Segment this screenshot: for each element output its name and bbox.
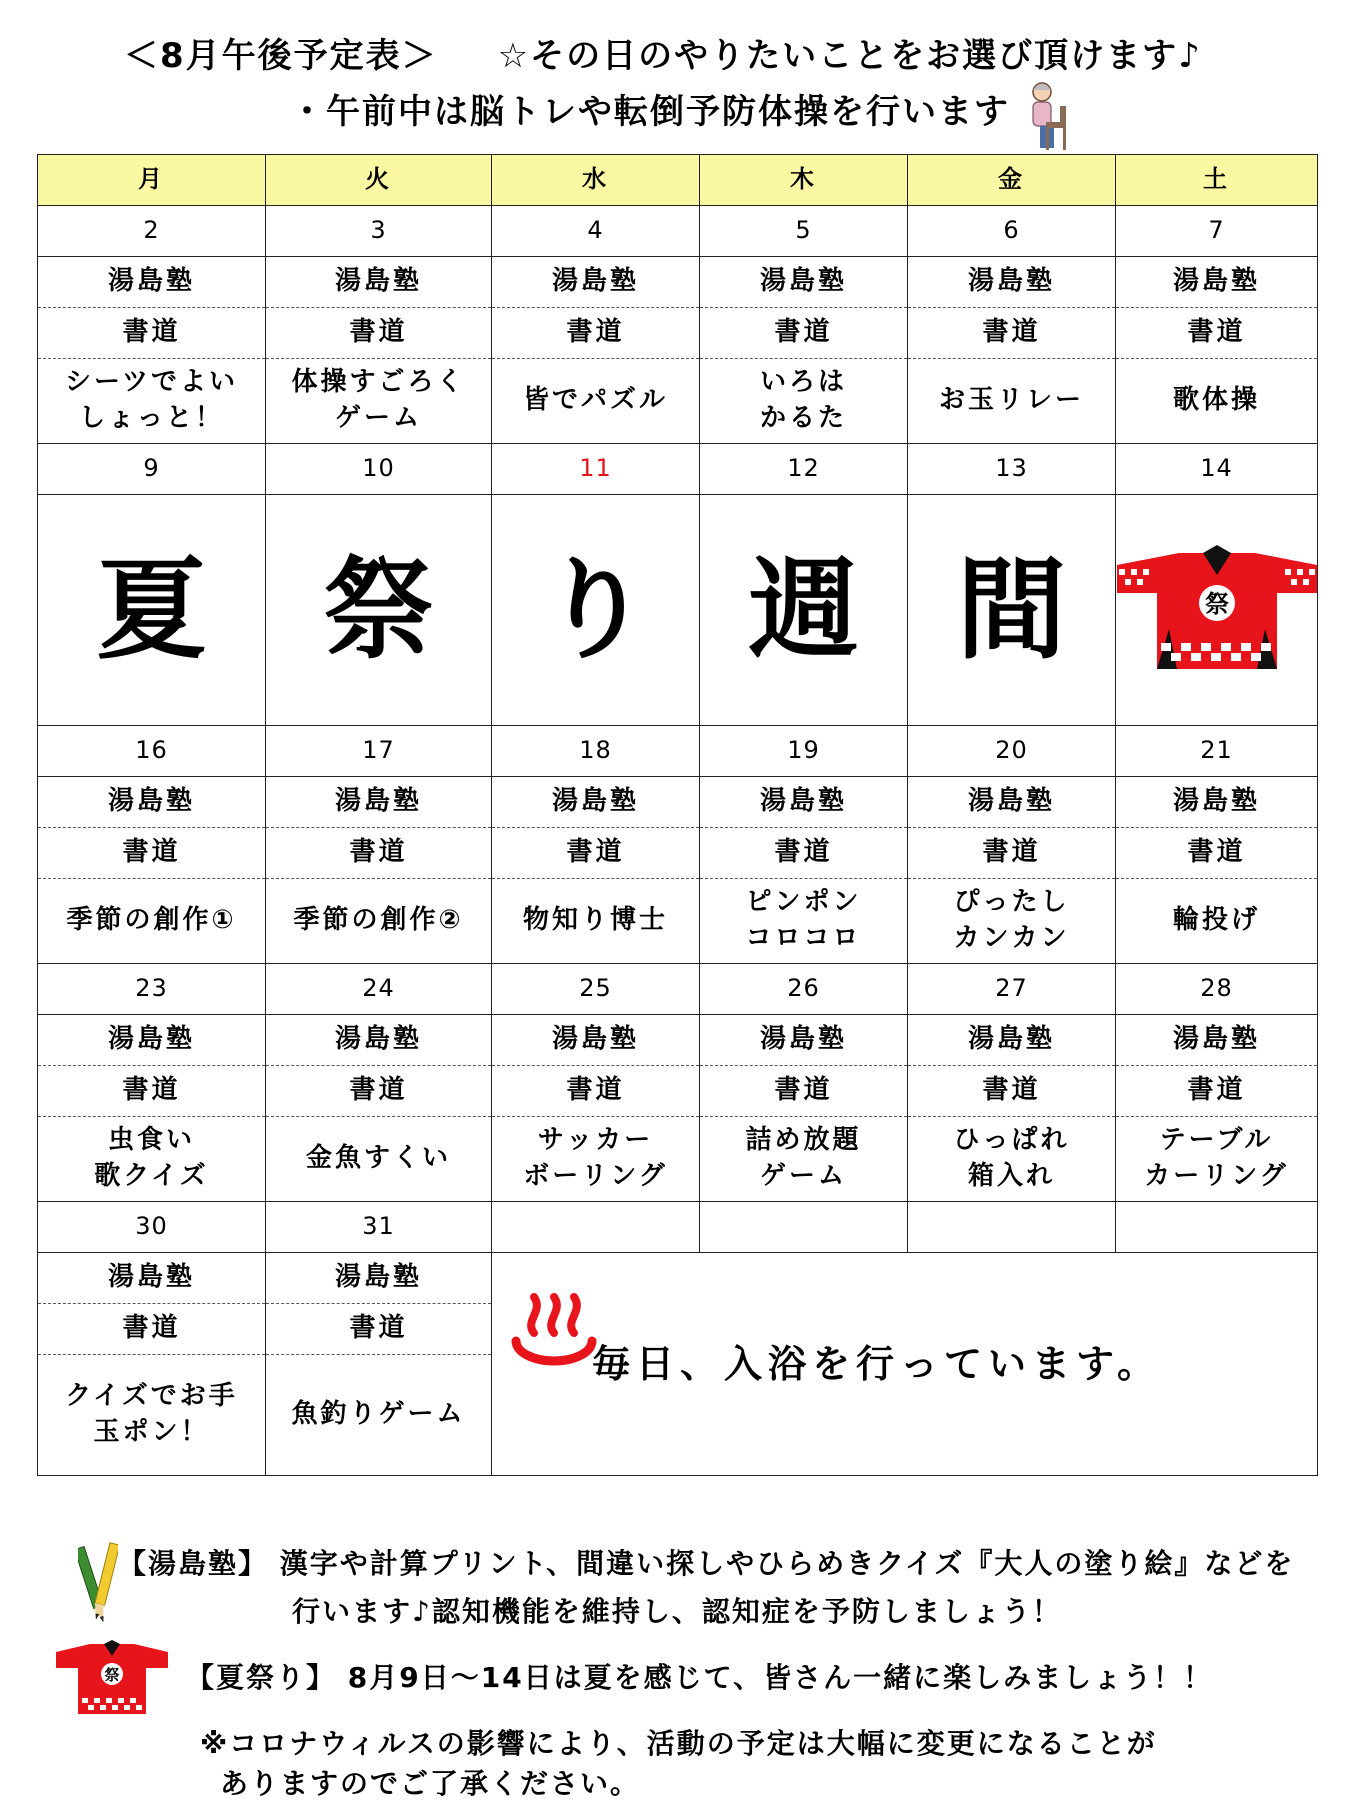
festival-happi-coat-icon	[56, 1640, 168, 1716]
juku-note-line-2: 行います♪認知機能を維持し、認知症を予防しましょう！	[292, 1595, 1062, 1628]
date-cell: 19	[700, 726, 908, 777]
shodo-cell: 書道	[38, 308, 266, 359]
activity-line: 季節の創作①	[66, 905, 237, 936]
activity-cell	[38, 1355, 266, 1476]
activity-line: サッカー	[537, 1125, 654, 1156]
festival-char: 夏	[38, 495, 266, 726]
date-cell: 9	[38, 444, 266, 495]
festival-char: り	[492, 495, 700, 726]
date-cell: 28	[1116, 964, 1318, 1015]
week4-date-row	[38, 964, 1318, 1015]
shodo-cell: 書道	[908, 1066, 1116, 1117]
juku-cell: 湯島塾	[700, 777, 908, 828]
activity-cell	[266, 359, 492, 444]
activity-cell	[492, 359, 700, 444]
activity-cell	[700, 1117, 908, 1202]
juku-cell: 湯島塾	[266, 1253, 492, 1304]
date-cell: 7	[1116, 206, 1318, 257]
shodo-cell: 書道	[908, 828, 1116, 879]
bath-message: 毎日、入浴を行っています。	[592, 1341, 1161, 1386]
juku-cell: 湯島塾	[700, 1015, 908, 1066]
festival-char: 祭	[266, 495, 492, 726]
date-cell: 16	[38, 726, 266, 777]
shodo-cell: 書道	[700, 308, 908, 359]
activity-line: いろは	[759, 367, 847, 398]
shodo-cell: 書道	[266, 1066, 492, 1117]
activity-line: ひっぱれ	[953, 1125, 1070, 1156]
happi-cell	[1116, 495, 1318, 726]
schedule-calendar	[37, 154, 1318, 1476]
week3-juku-row	[38, 777, 1318, 828]
activity-line: 玉ポン！	[93, 1417, 210, 1447]
juku-cell: 湯島塾	[908, 1015, 1116, 1066]
seated-exercise-person-icon	[1016, 80, 1072, 152]
empty-date-cell	[1116, 1202, 1318, 1253]
empty-date-cell	[492, 1202, 700, 1253]
juku-cell: 湯島塾	[266, 777, 492, 828]
date-cell: 24	[266, 964, 492, 1015]
morning-note: ・午前中は脳トレや転倒予防体操を行います	[290, 92, 1010, 132]
activity-cell	[266, 879, 492, 964]
date-cell: 13	[908, 444, 1116, 495]
week5-juku-row	[38, 1253, 1318, 1304]
date-cell: 26	[700, 964, 908, 1015]
weekday-tue: 火	[266, 155, 492, 206]
date-cell: 27	[908, 964, 1116, 1015]
activity-line: カンカン	[953, 923, 1070, 953]
activity-line: 詰め放題	[745, 1125, 862, 1156]
activity-cell	[1116, 359, 1318, 444]
hot-spring-icon	[504, 1289, 604, 1369]
week1-shodo-row	[38, 308, 1318, 359]
juku-cell: 湯島塾	[266, 1015, 492, 1066]
weekday-wed: 水	[492, 155, 700, 206]
shodo-cell: 書道	[700, 1066, 908, 1117]
activity-cell	[700, 359, 908, 444]
date-cell: 10	[266, 444, 492, 495]
bath-notice-cell	[492, 1253, 1318, 1476]
date-cell: 2	[38, 206, 266, 257]
weekday-sat: 土	[1116, 155, 1318, 206]
activity-line: カーリング	[1144, 1161, 1289, 1191]
activity-line: お玉リレー	[938, 385, 1084, 416]
festival-char: 間	[908, 495, 1116, 726]
date-cell: 14	[1116, 444, 1318, 495]
activity-line: テーブル	[1159, 1125, 1274, 1156]
activity-line: 虫食い	[107, 1125, 195, 1156]
week4-activity-row	[38, 1117, 1318, 1202]
activity-cell	[492, 879, 700, 964]
juku-cell: 湯島塾	[492, 1015, 700, 1066]
activity-line: コロコロ	[745, 923, 862, 953]
holiday-date-cell: 11	[492, 444, 700, 495]
schedule-subtitle: ☆その日のやりたいことをお選び頂けます♪	[497, 36, 1202, 76]
juku-cell: 湯島塾	[1116, 1015, 1318, 1066]
week1-date-row	[38, 206, 1318, 257]
juku-cell: 湯島塾	[492, 257, 700, 308]
shodo-cell: 書道	[1116, 1066, 1318, 1117]
juku-cell: 湯島塾	[38, 777, 266, 828]
activity-line: しょっと！	[78, 403, 224, 433]
activity-cell	[38, 1117, 266, 1202]
juku-cell: 湯島塾	[38, 1015, 266, 1066]
pencil-icon	[78, 1538, 118, 1628]
juku-cell: 湯島塾	[1116, 777, 1318, 828]
activity-line: ぴったし	[953, 887, 1070, 918]
juku-cell: 湯島塾	[908, 777, 1116, 828]
activity-line: ゲーム	[334, 403, 422, 433]
weekday-thu: 木	[700, 155, 908, 206]
activity-cell	[908, 879, 1116, 964]
date-cell: 18	[492, 726, 700, 777]
festival-note: 【夏祭り】 8月9日～14日は夏を感じて、皆さん一緒に楽しみましょう！！	[186, 1661, 1214, 1694]
corona-note-line-1: ※コロナウィルスの影響により、活動の予定は大幅に変更になることが	[200, 1727, 1157, 1760]
date-cell: 30	[38, 1202, 266, 1253]
date-cell: 31	[266, 1202, 492, 1253]
activity-line: 体操すごろく	[291, 367, 466, 398]
week3-shodo-row	[38, 828, 1318, 879]
weekday-mon: 月	[38, 155, 266, 206]
schedule-title: ＜8月午後予定表＞	[124, 36, 438, 76]
activity-line: 箱入れ	[967, 1161, 1055, 1191]
week3-activity-row	[38, 879, 1318, 964]
shodo-cell: 書道	[38, 1066, 266, 1117]
shodo-cell: 書道	[1116, 308, 1318, 359]
juku-cell: 湯島塾	[38, 1253, 266, 1304]
date-cell: 5	[700, 206, 908, 257]
shodo-cell: 書道	[266, 1304, 492, 1355]
shodo-cell: 書道	[908, 308, 1116, 359]
activity-cell	[38, 879, 266, 964]
happi-label: 祭	[104, 1666, 120, 1684]
festival-week-row	[38, 495, 1318, 726]
juku-cell: 湯島塾	[700, 257, 908, 308]
empty-date-cell	[700, 1202, 908, 1253]
activity-line: 金魚すくい	[305, 1143, 451, 1174]
date-cell: 21	[1116, 726, 1318, 777]
activity-cell	[1116, 1117, 1318, 1202]
activity-line: ボーリング	[523, 1161, 668, 1191]
shodo-cell: 書道	[700, 828, 908, 879]
week4-juku-row	[38, 1015, 1318, 1066]
activity-line: 魚釣りゲーム	[291, 1399, 466, 1430]
activity-line: 歌クイズ	[94, 1161, 209, 1191]
activity-line: ピンポン	[745, 887, 862, 918]
activity-line: クイズでお手	[65, 1381, 238, 1412]
week2-date-row	[38, 444, 1318, 495]
activity-line: かるた	[759, 403, 847, 433]
shodo-cell: 書道	[38, 828, 266, 879]
juku-cell: 湯島塾	[266, 257, 492, 308]
activity-line: ゲーム	[759, 1161, 847, 1191]
juku-cell: 湯島塾	[1116, 257, 1318, 308]
shodo-cell: 書道	[492, 828, 700, 879]
happi-label: 祭	[1204, 590, 1229, 618]
activity-line: 季節の創作②	[293, 905, 464, 936]
date-cell: 3	[266, 206, 492, 257]
activity-line: 物知り博士	[522, 905, 668, 936]
activity-line: 皆でパズル	[522, 385, 668, 416]
activity-cell	[38, 359, 266, 444]
activity-line: シーツでよい	[65, 367, 238, 398]
shodo-cell: 書道	[38, 1304, 266, 1355]
shodo-cell: 書道	[492, 1066, 700, 1117]
activity-cell	[1116, 879, 1318, 964]
juku-note-line-1: 【湯島塾】 漢字や計算プリント、間違い探しやひらめきクイズ『大人の塗り絵』などを	[118, 1547, 1295, 1580]
weekday-fri: 金	[908, 155, 1116, 206]
festival-char: 週	[700, 495, 908, 726]
date-cell: 25	[492, 964, 700, 1015]
date-cell: 12	[700, 444, 908, 495]
activity-cell	[492, 1117, 700, 1202]
week1-juku-row	[38, 257, 1318, 308]
juku-cell: 湯島塾	[38, 257, 266, 308]
header-line-1	[124, 28, 1202, 77]
shodo-cell: 書道	[266, 828, 492, 879]
activity-cell	[266, 1117, 492, 1202]
activity-cell	[908, 1117, 1116, 1202]
week4-shodo-row	[38, 1066, 1318, 1117]
shodo-cell: 書道	[266, 308, 492, 359]
activity-line: 歌体操	[1172, 385, 1260, 416]
festival-happi-coat-icon	[1117, 545, 1317, 675]
activity-cell	[908, 359, 1116, 444]
date-cell: 4	[492, 206, 700, 257]
shodo-cell: 書道	[1116, 828, 1318, 879]
shodo-cell: 書道	[492, 308, 700, 359]
date-cell: 6	[908, 206, 1116, 257]
corona-note-line-2: ありますのでご了承ください。	[220, 1767, 641, 1800]
week3-date-row	[38, 726, 1318, 777]
date-cell: 17	[266, 726, 492, 777]
empty-date-cell	[908, 1202, 1116, 1253]
activity-cell	[700, 879, 908, 964]
date-cell: 23	[38, 964, 266, 1015]
week1-activity-row	[38, 359, 1318, 444]
juku-cell: 湯島塾	[492, 777, 700, 828]
weekday-header-row	[38, 155, 1318, 206]
activity-cell	[266, 1355, 492, 1476]
juku-cell: 湯島塾	[908, 257, 1116, 308]
date-cell: 20	[908, 726, 1116, 777]
activity-line: 輪投げ	[1172, 905, 1260, 936]
week5-date-row	[38, 1202, 1318, 1253]
